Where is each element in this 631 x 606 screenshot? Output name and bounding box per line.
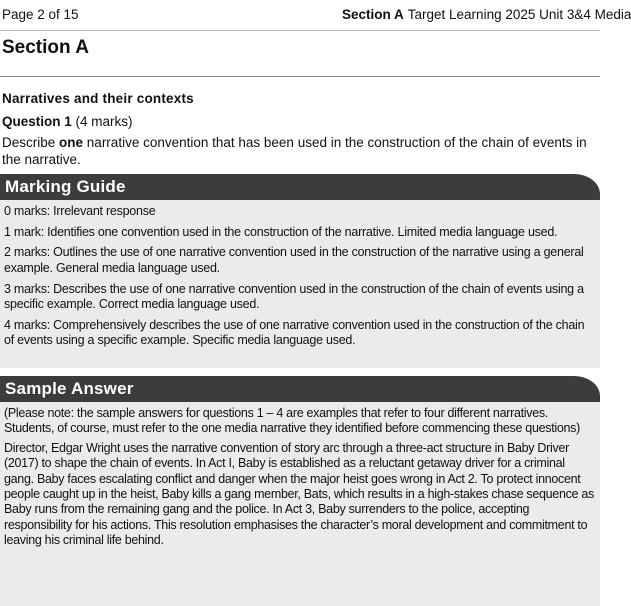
sample-answer-header bbox=[0, 376, 600, 402]
question-marks: (4 marks) bbox=[75, 114, 133, 129]
marking-guide bbox=[0, 174, 600, 372]
section-divider bbox=[0, 76, 600, 77]
sample-answer-body bbox=[0, 402, 600, 606]
section-title: Section A bbox=[2, 37, 89, 58]
question-label bbox=[2, 114, 133, 129]
marking-guide-header bbox=[0, 174, 600, 200]
section-subheading: Narratives and their contexts bbox=[2, 91, 194, 106]
prompt-emphasis: one bbox=[59, 135, 84, 150]
marking-criterion: 4 marks: Comprehensively describes the use of one narrative convention used in the construction of the chain of events using a specific example. Specific media language used. bbox=[4, 317, 585, 348]
page-number: Page 2 of 15 bbox=[2, 7, 79, 22]
running-header-section: Section A bbox=[342, 7, 404, 22]
prompt-text-after: narrative convention that has been used in the construction of the chain of events in the narrative. bbox=[2, 135, 587, 167]
sample-answer-title: Sample Answer bbox=[5, 379, 134, 398]
running-header bbox=[342, 0, 631, 30]
marking-guide-body bbox=[0, 200, 600, 368]
question-number: Question 1 bbox=[2, 114, 72, 129]
marking-criterion: 3 marks: Describes the use of one narrative convention used in the construction of the chain of events using a specific example. Correct media language used. bbox=[4, 281, 584, 312]
question-prompt bbox=[2, 134, 598, 168]
sample-answer bbox=[0, 376, 600, 586]
marking-criterion: 1 mark: Identifies one convention used in the construction of the narrative. Limited media language used. bbox=[4, 224, 558, 239]
marking-guide-title: Marking Guide bbox=[5, 177, 126, 196]
prompt-text-before: Describe bbox=[2, 135, 60, 150]
marking-criterion: 0 marks: Irrelevant response bbox=[4, 204, 156, 218]
marking-criterion: 2 marks: Outlines the use of one narrative convention used in the construction of the narrative using a general example. General media language used. bbox=[4, 245, 584, 275]
page-header bbox=[0, 0, 631, 31]
sample-answer-note: (Please note: the sample answers for questions 1 – 4 are examples that refer to four different narratives. Students, of course, must refer to the one media narrative they identified before commencing these questions) bbox=[4, 406, 580, 436]
running-header-publication: Target Learning 2025 Unit 3&4 Media bbox=[407, 7, 631, 22]
sample-answer-text: Director, Edgar Wright uses the narrative convention of story arc through a three-act structure in Baby Driver (2017) to shape the chain of events. In Act I, Baby is established as a reluctant getaway driver for a criminal gang. Baby faces escalating conflict and danger when the major heist goes wrong in Act 2. To protect innocent people caught up in the heist, Baby kills a gang member, Bats, which results in a high-stakes chase sequence as Baby runs from the remaining gang and the police. In Act 3, Baby surrenders to the police, accepting responsibility for his actions. This resolution emphasises the character’s moral development and commitment to leaving his criminal life behind. bbox=[4, 440, 594, 548]
